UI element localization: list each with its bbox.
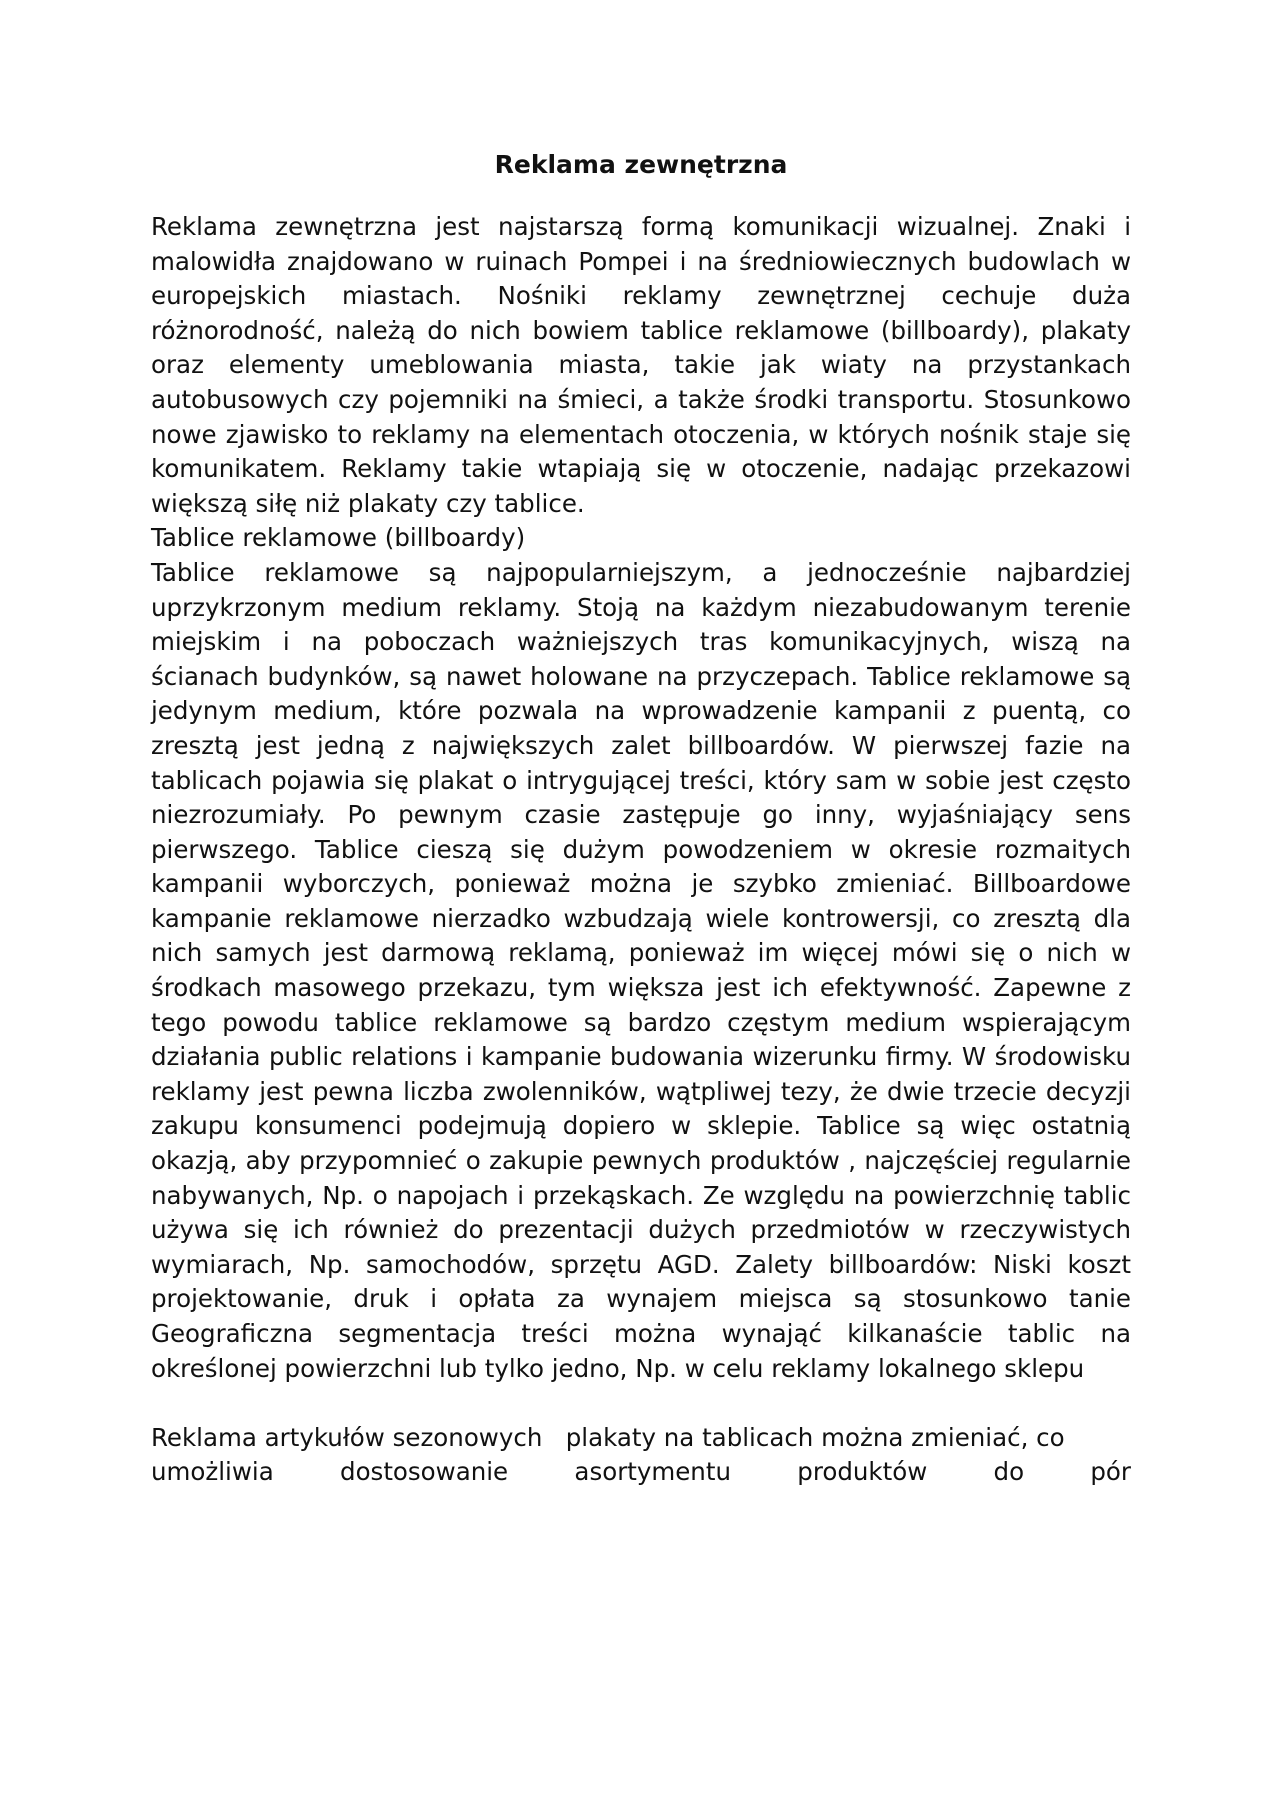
seasonal-paragraph-line-2: umożliwia dostosowanie asortymentu produktów do pór (151, 1457, 1131, 1487)
intro-paragraph: Reklama zewnętrzna jest najstarszą formą komunikacji wizualnej. Znaki i malowidła znajdowano w ruinach Pompei i na średniowiecznych budowlach w europejskich miastach. Nośniki reklamy zewnętrznej cechuje duża różnorodność, należą do nich bowiem tablice reklamowe (billboardy), plakaty oraz elementy umeblowania miasta, takie jak wiaty na przystankach autobusowych czy pojemniki na śmieci, a także środki transportu. Stosunkowo nowe zjawisko to reklamy na elementach otoczenia, w których nośnik staje się komunikatem. Reklamy takie wtapiają się w otoczenie, nadając przekazowi większą siłę niż plakaty czy tablice. (151, 212, 1131, 518)
blank-line (151, 1386, 1131, 1421)
section-paragraph: Tablice reklamowe są najpopularniejszym, a jednocześnie najbardziej uprzykrzonym medium reklamy. Stoją na każdym niezabudowanym terenie miejskim i na poboczach ważniejszych tras komunikacyjnych, wiszą na ścianach budynków, są nawet holowane na przyczepach. Tablice reklamowe są jedynym medium, które pozwala na wprowadzenie kampanii z puentą, co zresztą jest jedną z największych zalet billboardów. W pierwszej fazie na tablicach pojawia się plakat o intrygującej treści, który sam w sobie jest często niezrozumiały. Po pewnym czasie zastępuje go inny, wyjaśniający sens pierwszego. Tablice cieszą się dużym powodzeniem w okresie rozmaitych kampanii wyborczych, ponieważ można je szybko zmieniać. Billboardowe kampanie reklamowe nierzadko wzbudzają wiele kontrowersji, co zresztą dla nich samych jest darmową reklamą, ponieważ im więcej mówi się o nich w środkach masowego przekazu, tym większa jest ich efektywność. Zapewne z tego powodu tablice reklamowe są bardzo częstym medium wspierającym działania public relations i kampanie budowania wizerunku firmy. W środowisku reklamy jest pewna liczba zwolenników, wątpliwej tezy, że dwie trzecie decyzji zakupu konsumenci podejmują dopiero w sklepie. Tablice są więc ostatnią okazją, aby przypomnieć o zakupie pewnych produktów , najczęściej regularnie nabywanych, Np. o napojach i przekąskach. Ze względu na powierzchnię tablic używa się ich również do prezentacji dużych przedmiotów w rzeczywistych wymiarach, Np. samochodów, sprzętu AGD. Zalety billboardów: Niski koszt projektowanie, druk i opłata za wynajem miejsca są stosunkowo tanie Geograficzna segmentacja treści można wynająć kilkanaście tablic na określonej powierzchni lub tylko jedno, Np. w celu reklamy lokalnego sklepu (151, 557, 1131, 1383)
document-title: Reklama zewnętrzna (494, 150, 788, 179)
document-page (151, 148, 1131, 1490)
section-heading: Tablice reklamowe (billboardy) (151, 523, 526, 553)
seasonal-paragraph-line-1: Reklama artykułów sezonowych plakaty na tablicach można zmieniać, co (151, 1422, 1065, 1452)
